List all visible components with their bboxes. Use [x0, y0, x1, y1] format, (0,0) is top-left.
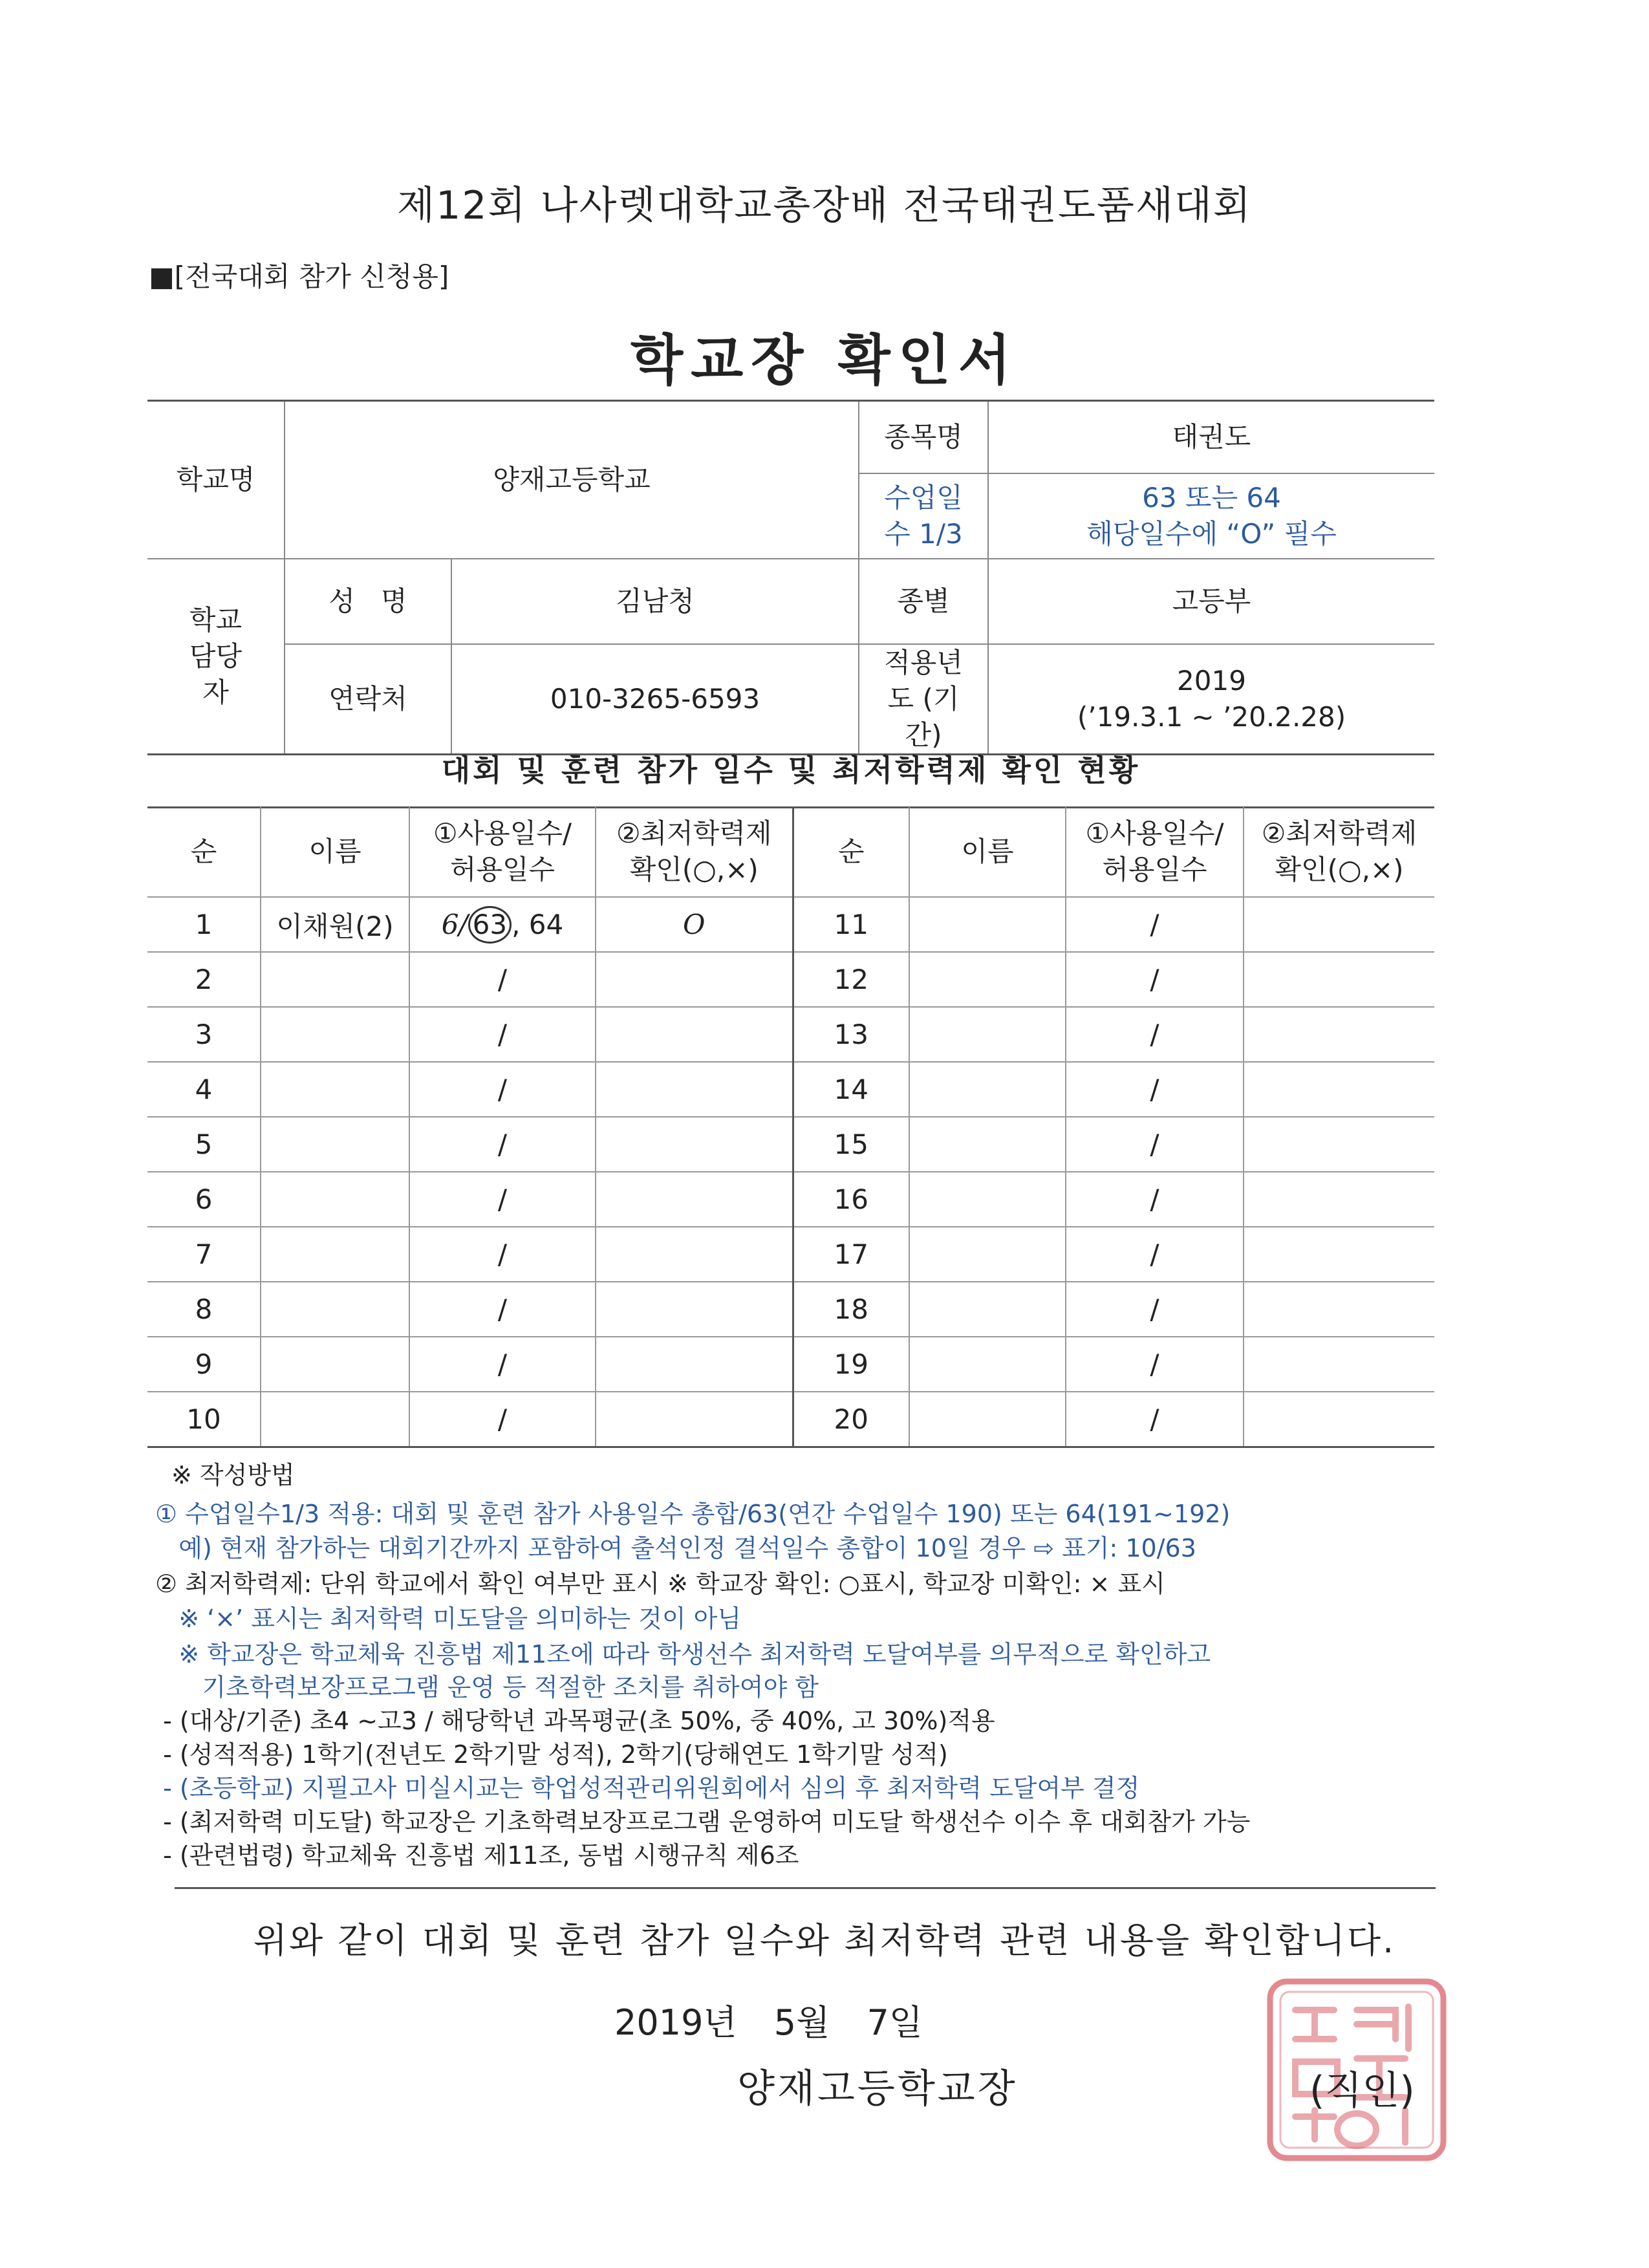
table-row [147, 1227, 1434, 1282]
academic-check [596, 1337, 793, 1392]
roster-table [147, 807, 1434, 1448]
school-name-value: 양재고등학교 [285, 401, 859, 559]
student-name [909, 1227, 1066, 1282]
academic-check [1244, 1282, 1434, 1337]
student-name [261, 1282, 409, 1337]
school-info-table [147, 400, 1434, 755]
student-name [261, 952, 409, 1007]
instruction-line: 예) 현재 참가하는 대회기간까지 포함하여 출석인정 결석일수 총합이 10일 경우 ⇨ 표기: 10/63 [155, 1534, 1196, 1562]
class-days-value-line1: 63 또는 64 [1142, 481, 1281, 513]
row-no: 1 [147, 897, 261, 952]
academic-check [596, 952, 793, 1007]
principal-label: 양재고등학교장 [737, 2066, 1018, 2111]
student-name [909, 952, 1066, 1007]
academic-check [1244, 1007, 1434, 1062]
header-no-right: 순 [793, 807, 909, 897]
instruction-line: 기초학력보장프로그램 운영 등 적절한 조치를 취하여야 함 [155, 1673, 819, 1701]
academic-check [596, 1062, 793, 1117]
days-used: / [1066, 1337, 1244, 1392]
phone-label: 연락처 [285, 644, 451, 755]
days-used: / [409, 952, 596, 1007]
student-name [909, 1172, 1066, 1227]
student-name [909, 1392, 1066, 1447]
row-no: 19 [793, 1337, 909, 1392]
student-name: 이채원(2) [261, 897, 409, 952]
table-row [147, 1007, 1434, 1062]
row-no: 12 [793, 952, 909, 1007]
row-no: 18 [793, 1282, 909, 1337]
table-row [147, 897, 1434, 952]
table-row [147, 1117, 1434, 1172]
row-no: 11 [793, 897, 909, 952]
days-used: / [1066, 952, 1244, 1007]
header-days-left [409, 807, 596, 897]
academic-check [1244, 1062, 1434, 1117]
student-name [261, 1007, 409, 1062]
header-days-right [1066, 807, 1244, 897]
header-days-line1: ①사용일수/ [433, 817, 572, 849]
name-value: 김남청 [451, 559, 859, 644]
academic-check [1244, 1392, 1434, 1447]
student-name [261, 1172, 409, 1227]
days-used: / [1066, 1392, 1244, 1447]
row-no: 8 [147, 1282, 261, 1337]
header-academic-left [596, 807, 793, 897]
instruction-line: - (관련법령) 학교체육 진흥법 제11조, 동법 시행규칙 제6조 [155, 1841, 799, 1870]
student-name [909, 1282, 1066, 1337]
days-used: / [1066, 1062, 1244, 1117]
header-academic-line1: ②최저학력제 [616, 817, 772, 849]
academic-check [596, 1227, 793, 1282]
days-used: / [409, 1117, 596, 1172]
row-no: 17 [793, 1227, 909, 1282]
header-days-line2: 허용일수 [449, 854, 555, 885]
name-label: 성 명 [285, 559, 451, 644]
header-academic-line2: 확인(○,×) [629, 854, 759, 885]
row-no: 16 [793, 1172, 909, 1227]
class-days-value [988, 473, 1434, 559]
student-name [909, 1117, 1066, 1172]
header-no-left: 순 [147, 807, 261, 897]
header-name-left: 이름 [261, 807, 409, 897]
phone-value: 010-3265-6593 [451, 644, 859, 755]
roster-header-row [147, 807, 1434, 897]
table-row [147, 1282, 1434, 1337]
academic-check [596, 1117, 793, 1172]
header-academic-line1: ②최저학력제 [1261, 817, 1417, 849]
school-name-label: 학교명 [147, 401, 285, 559]
signature-date: 2019년 5월 7일 [614, 2002, 923, 2043]
instructions-title: ※ 작성방법 [171, 1461, 295, 1489]
academic-check [1244, 1337, 1434, 1392]
instruction-line: ① 수업일수1/3 적용: 대회 및 훈련 참가 사용일수 총합/63(연간 수업일수 190) 또는 64(191~192) [155, 1500, 1231, 1528]
applicable-year: 2019 [1177, 664, 1246, 697]
contact-person-label: 학교 담당자 [147, 559, 285, 755]
row-no: 10 [147, 1392, 261, 1447]
academic-check [596, 1172, 793, 1227]
applicable-period: (’19.3.1 ~ ’20.2.28) [1077, 700, 1346, 733]
days-used: / [409, 1392, 596, 1447]
student-name [909, 1062, 1066, 1117]
academic-check [1244, 952, 1434, 1007]
header-name-right: 이름 [909, 807, 1066, 897]
instruction-line: - (최저학력 미도달) 학교장은 기초학력보장프로그램 운영하여 미도달 학생선수 이수 후 대회참가 가능 [155, 1808, 1251, 1836]
academic-check [1244, 1227, 1434, 1282]
student-name [261, 1337, 409, 1392]
instruction-line: - (초등학교) 지필고사 미실시교는 학업성적관리위원회에서 심의 후 최저학력 도달여부 결정 [155, 1774, 1140, 1802]
sport-value: 태권도 [988, 401, 1434, 473]
row-no: 3 [147, 1007, 261, 1062]
divider [175, 1887, 1436, 1889]
table-row [147, 1392, 1434, 1447]
student-name [261, 1117, 409, 1172]
instruction-line: - (성적적용) 1학기(전년도 2학기말 성적), 2학기(당해연도 1학기말 성적) [155, 1740, 948, 1769]
days-used: / [409, 1337, 596, 1392]
days-used-handwritten: 6/ [441, 908, 468, 940]
days-used: / [1066, 1007, 1244, 1062]
academic-check [1244, 1172, 1434, 1227]
days-used: / [1066, 1172, 1244, 1227]
row-no: 4 [147, 1062, 261, 1117]
table-row [147, 1337, 1434, 1392]
academic-check [596, 1007, 793, 1062]
student-name [909, 1007, 1066, 1062]
header-academic-right [1244, 807, 1434, 897]
days-allowed-rest: , 64 [512, 908, 564, 940]
student-name [261, 1392, 409, 1447]
table-row [147, 1172, 1434, 1227]
instruction-line: ※ 학교장은 학교체육 진흥법 제11조에 따라 학생선수 최저학력 도달여부를 의무적으로 확인하고 [155, 1640, 1211, 1669]
academic-check: O [596, 897, 793, 952]
academic-check [596, 1282, 793, 1337]
days-used [409, 897, 596, 952]
academic-check [596, 1392, 793, 1447]
header-academic-line2: 확인(○,×) [1275, 854, 1404, 885]
days-used: / [1066, 1117, 1244, 1172]
student-name [909, 1337, 1066, 1392]
instruction-line: ② 최저학력제: 단위 학교에서 확인 여부만 표시 ※ 학교장 확인: ○표시, 학교장 미확인: × 표시 [155, 1570, 1165, 1598]
days-used: / [409, 1282, 596, 1337]
row-no: 5 [147, 1117, 261, 1172]
row-no: 14 [793, 1062, 909, 1117]
division-label: 종별 [859, 559, 988, 644]
row-no: 6 [147, 1172, 261, 1227]
row-no: 13 [793, 1007, 909, 1062]
row-no: 9 [147, 1337, 261, 1392]
days-used: / [409, 1062, 596, 1117]
days-used: / [409, 1227, 596, 1282]
student-name [909, 897, 1066, 952]
table-row [147, 952, 1434, 1007]
applicable-year-label: 적용년도 (기간) [859, 644, 988, 755]
header-days-line1: ①사용일수/ [1085, 817, 1224, 849]
student-name [261, 1227, 409, 1282]
class-days-value-line2: 해당일수에 “O” 필수 [1086, 517, 1337, 550]
student-name [261, 1062, 409, 1117]
instruction-line: ※ ‘×’ 표시는 최저학력 미도달을 의미하는 것이 아님 [155, 1604, 742, 1633]
event-title: 제12회 나사렛대학교총장배 전국태권도품새대회 [397, 183, 1252, 228]
days-used: / [409, 1007, 596, 1062]
days-allowed-circled: 63 [468, 906, 512, 944]
days-used: / [1066, 1282, 1244, 1337]
academic-check [1244, 897, 1434, 952]
form-type-label: ■[전국대회 참가 신청용] [149, 261, 449, 292]
seal-note: (직인) [1310, 2068, 1415, 2113]
row-no: 15 [793, 1117, 909, 1172]
days-used: / [409, 1172, 596, 1227]
division-value: 고등부 [988, 559, 1434, 644]
confirmation-statement: 위와 같이 대회 및 훈련 참가 일수와 최저학력 관련 내용을 확인합니다. [253, 1920, 1396, 1961]
days-used: / [1066, 1227, 1244, 1282]
instruction-line: - (대상/기준) 초4 ~고3 / 해당학년 과목평균(초 50%, 중 40%, 고 30%)적용 [155, 1707, 995, 1735]
class-days-label: 수업일수 1/3 [859, 473, 988, 559]
row-no: 2 [147, 952, 261, 1007]
row-no: 7 [147, 1227, 261, 1282]
sport-label: 종목명 [859, 401, 988, 473]
row-no: 20 [793, 1392, 909, 1447]
roster-section-heading: 대회 및 훈련 참가 일수 및 최저학력제 확인 현황 [147, 734, 1434, 808]
academic-check [1244, 1117, 1434, 1172]
days-used: / [1066, 897, 1244, 952]
header-days-line2: 허용일수 [1102, 854, 1207, 885]
document-title: 학교장 확인서 [630, 329, 1019, 392]
table-row [147, 1062, 1434, 1117]
